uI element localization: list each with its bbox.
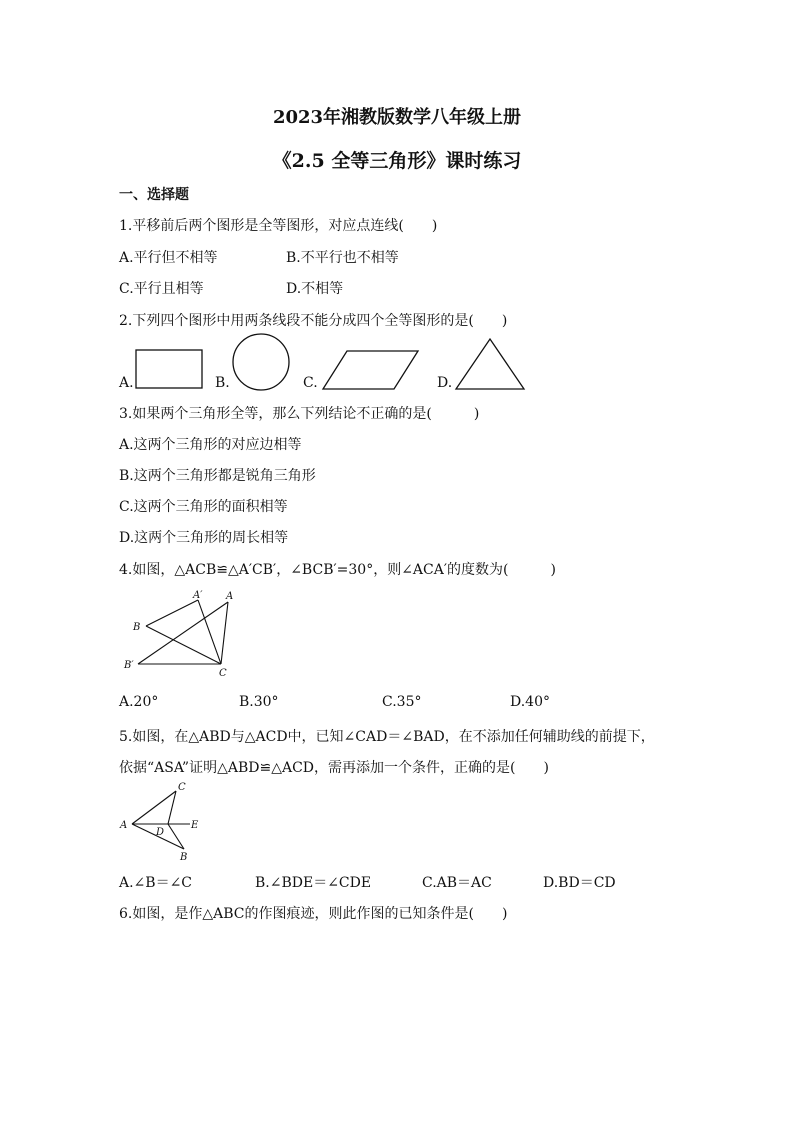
- q3-option-d: D.这两个三角形的周长相等: [119, 530, 289, 546]
- page-title: 2023年湘教版数学八年级上册: [272, 107, 522, 128]
- parallelogram-shape: [323, 351, 418, 389]
- q1-option-c: C.平行且相等: [119, 281, 204, 297]
- q4-figure: [118, 586, 248, 682]
- q2-option-a: A.: [119, 375, 134, 391]
- q4-label-b: B: [133, 622, 141, 633]
- q3-option-a: A.这两个三角形的对应边相等: [119, 437, 302, 453]
- question-1-stem: 1.平移前后两个图形是全等图形，对应点连线( ): [119, 218, 438, 234]
- question-2-stem: 2.下列四个图形中用两条线段不能分成四个全等图形的是( ): [119, 313, 508, 329]
- q2-option-b: B.: [215, 375, 230, 391]
- question-5-stem-line2: 依据“ASA”证明△ABD≌△ACD，需再添加一个条件，正确的是( ): [119, 760, 549, 776]
- q4-label-b-prime: B′: [124, 660, 134, 671]
- q5-label-d: D: [156, 827, 165, 838]
- q5-option-d: D.BD＝CD: [543, 875, 616, 891]
- circle-shape: [233, 334, 289, 390]
- q1-option-a: A.平行但不相等: [119, 250, 218, 266]
- q5-label-b: B: [180, 852, 188, 863]
- q4-option-c: C.35°: [382, 694, 422, 710]
- triangle-shape: [456, 339, 524, 389]
- q1-option-d: D.不相等: [286, 281, 344, 297]
- q4-option-b: B.30°: [239, 694, 279, 710]
- q2-option-c: C.: [303, 375, 318, 391]
- q4-label-a: A: [226, 591, 234, 602]
- question-3-stem: 3.如果两个三角形全等，那么下列结论不正确的是( ): [119, 406, 480, 422]
- q4-option-d: D.40°: [510, 694, 550, 710]
- q5-figure: [118, 780, 208, 864]
- page-subtitle: 《2.5 全等三角形》课时练习: [272, 150, 522, 172]
- q5-label-e: E: [191, 820, 199, 831]
- question-5-stem-line1: 5.如图，在△ABD与△ACD中，已知∠CAD＝∠BAD，在不添加任何辅助线的前提下，: [119, 729, 655, 745]
- q5-option-a: A.∠B＝∠C: [119, 875, 193, 891]
- q5-option-c: C.AB＝AC: [422, 875, 492, 891]
- q2-option-d: D.: [437, 375, 453, 391]
- q3-option-b: B.这两个三角形都是锐角三角形: [119, 468, 316, 484]
- q5-label-a: A: [120, 820, 128, 831]
- q4-label-a-prime: A′: [193, 590, 203, 601]
- q2-shapes: [0, 0, 794, 420]
- question-4-stem: 4.如图，△ACB≌△A′CB′，∠BCB′=30°，则∠ACA′的度数为( ): [119, 562, 556, 578]
- rectangle-shape: [136, 350, 202, 388]
- question-6-stem: 6.如图，是作△ABC的作图痕迹，则此作图的已知条件是( ): [119, 906, 508, 922]
- q4-option-a: A.20°: [119, 694, 159, 710]
- q1-option-b: B.不平行也不相等: [286, 250, 399, 266]
- q5-option-b: B.∠BDE＝∠CDE: [255, 875, 372, 891]
- q3-option-c: C.这两个三角形的面积相等: [119, 499, 288, 515]
- q4-label-c: C: [219, 668, 227, 679]
- q5-label-c: C: [178, 782, 186, 793]
- section-heading: 一、选择题: [119, 187, 189, 203]
